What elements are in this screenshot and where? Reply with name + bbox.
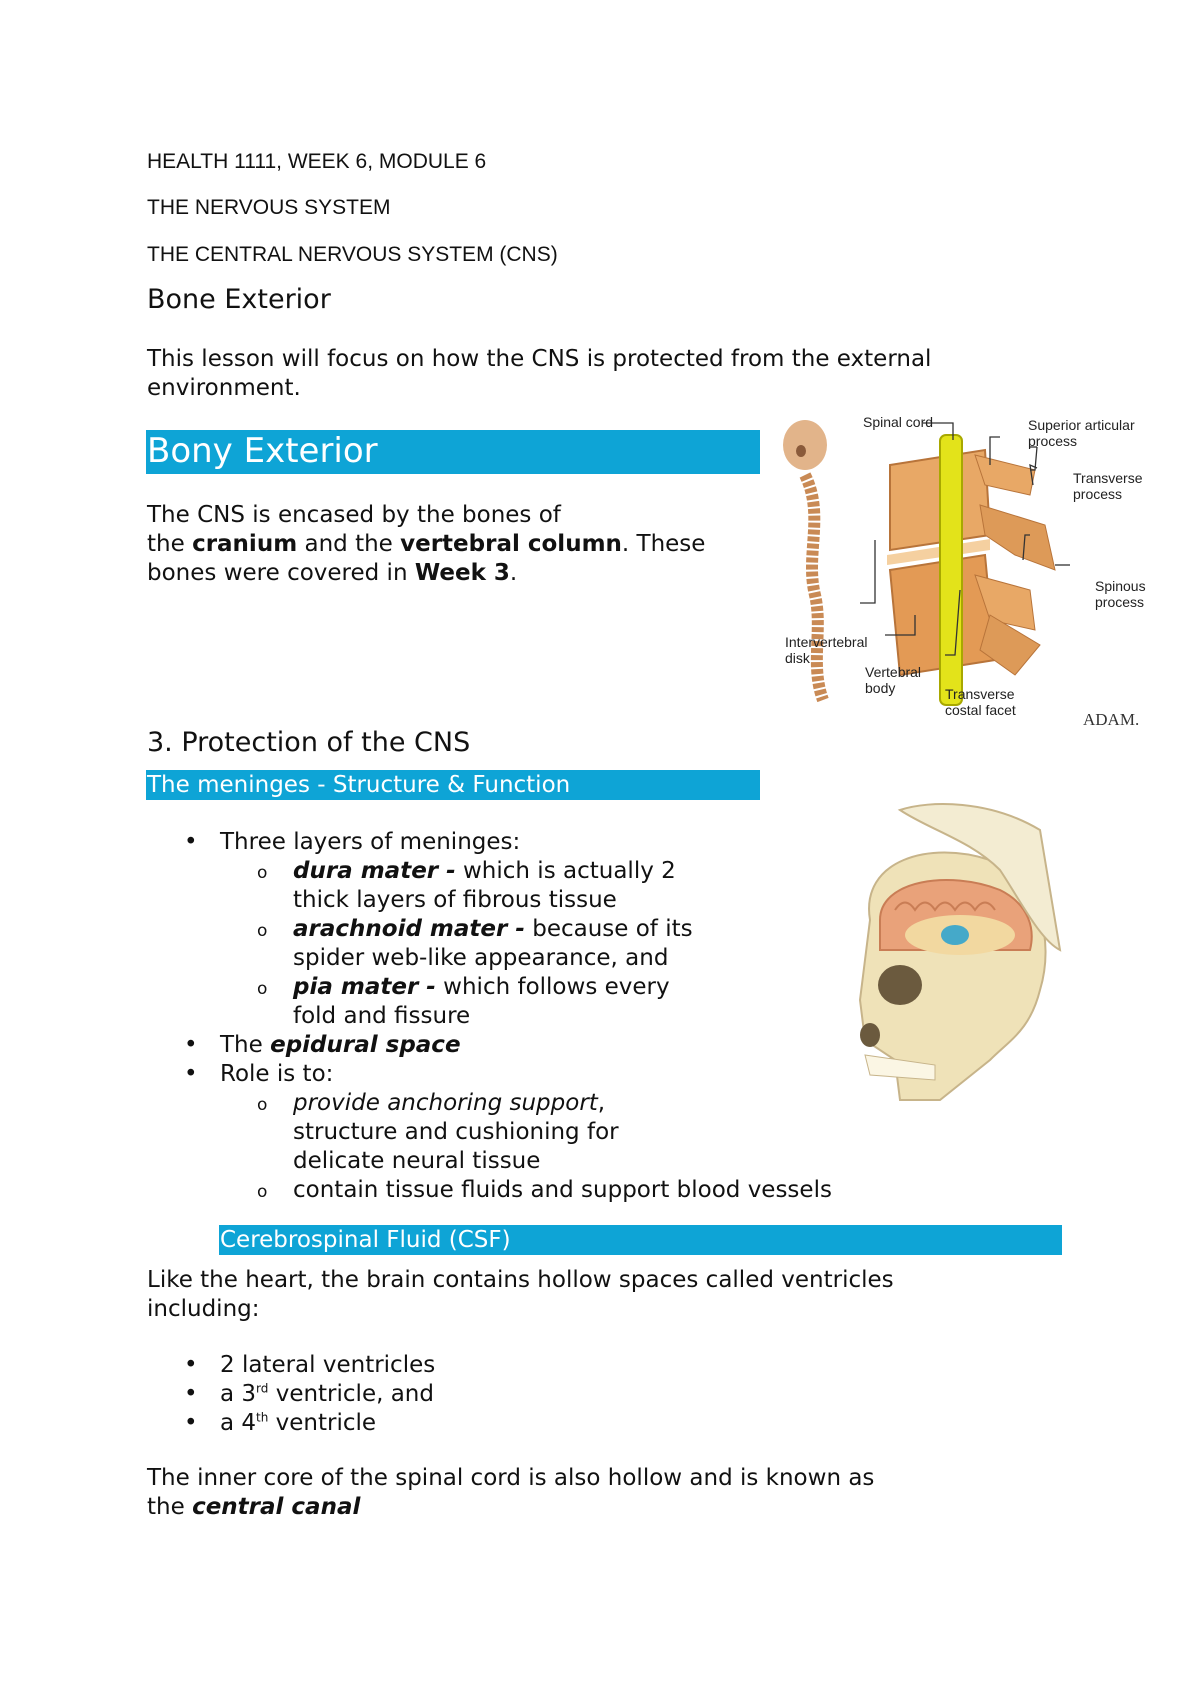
csf-line-1: Like the heart, the brain contains hollow spaces called ventricles	[147, 1267, 894, 1293]
skull-illustration	[860, 804, 1060, 1100]
label-intervertebral-2: disk	[785, 650, 810, 666]
ventricle-list	[147, 1351, 747, 1438]
label-intervertebral-1: Intervertebral	[785, 634, 868, 650]
subtopic-header: THE CENTRAL NERVOUS SYSTEM (CNS)	[147, 243, 558, 266]
section-heading-protection: 3. Protection of the CNS	[147, 727, 471, 758]
bony-exterior-band: Bony Exterior	[146, 430, 760, 474]
term-vertebral-column: vertebral column	[400, 531, 622, 557]
list-item: • Role is to:	[184, 1061, 334, 1087]
spine-anatomy-figure	[775, 415, 1175, 735]
term-pia-mater: pia mater -	[293, 974, 436, 1000]
list-item-role-1: o provide anchoring support, structure and cushioning for delicate neural tissue	[257, 1090, 619, 1174]
label-costal-facet-1: Transverse	[945, 686, 1015, 702]
section-heading-bone-exterior: Bone Exterior	[147, 284, 331, 315]
label-transverse-process-2: process	[1073, 486, 1123, 502]
module-header: HEALTH 1111, WEEK 6, MODULE 6	[147, 150, 487, 173]
label-vertebral-body-2: body	[865, 680, 896, 696]
csf-paragraph	[147, 1266, 1067, 1324]
term-anchoring-support: provide anchoring support	[293, 1090, 598, 1116]
meninges-band: The meninges - Structure & Function	[146, 770, 760, 800]
outro-line-2: the central canal	[147, 1494, 361, 1520]
list-item: • a 4th ventricle	[184, 1410, 377, 1436]
list-item: • 2 lateral ventricles	[184, 1352, 436, 1378]
term-central-canal: central canal	[192, 1494, 361, 1520]
term-epidural-space: epidural space	[270, 1032, 461, 1058]
term-week-3: Week 3	[414, 560, 510, 586]
label-spinous-process-2: process	[1095, 594, 1145, 610]
list-item-arachnoid: o arachnoid mater - because of its spider web-like appearance, and	[257, 916, 693, 971]
skull-meninges-figure	[840, 800, 1090, 1110]
term-arachnoid-mater: arachnoid mater -	[293, 916, 525, 942]
term-cranium: cranium	[192, 531, 298, 557]
label-spinal-cord: Spinal cord	[863, 415, 934, 430]
bony-line-1: The CNS is encased by the bones of	[147, 502, 561, 528]
label-superior-articular-1: Superior articular	[1028, 417, 1135, 433]
topic-header: THE NERVOUS SYSTEM	[147, 196, 391, 219]
csf-band: Cerebrospinal Fluid (CSF)	[219, 1225, 1062, 1255]
label-spinous-process-1: Spinous	[1095, 578, 1146, 594]
list-item-dura: o dura mater - which is actually 2 thick layers of fibrous tissue	[257, 858, 676, 913]
label-vertebral-body-1: Vertebral	[865, 664, 922, 680]
bony-line-2: the cranium and the vertebral column. These	[147, 531, 706, 557]
intro-paragraph: This lesson will focus on how the CNS is protected from the external environment.	[147, 346, 932, 401]
list-item-role-2: o contain tissue fluids and support blood vessels	[257, 1177, 832, 1203]
outro-line-1: The inner core of the spinal cord is also hollow and is known as	[147, 1465, 875, 1491]
label-costal-facet-2: costal facet	[945, 702, 1016, 718]
label-superior-articular-2: process	[1028, 433, 1078, 449]
term-dura-mater: dura mater -	[293, 858, 456, 884]
list-item: • a 3rd ventricle, and	[184, 1381, 434, 1407]
list-item-pia: o pia mater - which follows every fold and fissure	[257, 974, 670, 1029]
meninges-list	[147, 828, 907, 1205]
bony-exterior-paragraph	[147, 501, 767, 588]
adam-credit-logo: ADAM.	[1083, 710, 1140, 729]
label-transverse-process-1: Transverse	[1073, 470, 1143, 486]
list-item: • Three layers of meninges:	[184, 829, 521, 855]
csf-line-2: including:	[147, 1296, 260, 1322]
list-item: • The epidural space	[184, 1032, 461, 1058]
bony-line-3: bones were covered in Week 3.	[147, 560, 518, 586]
central-canal-paragraph	[147, 1464, 1067, 1522]
